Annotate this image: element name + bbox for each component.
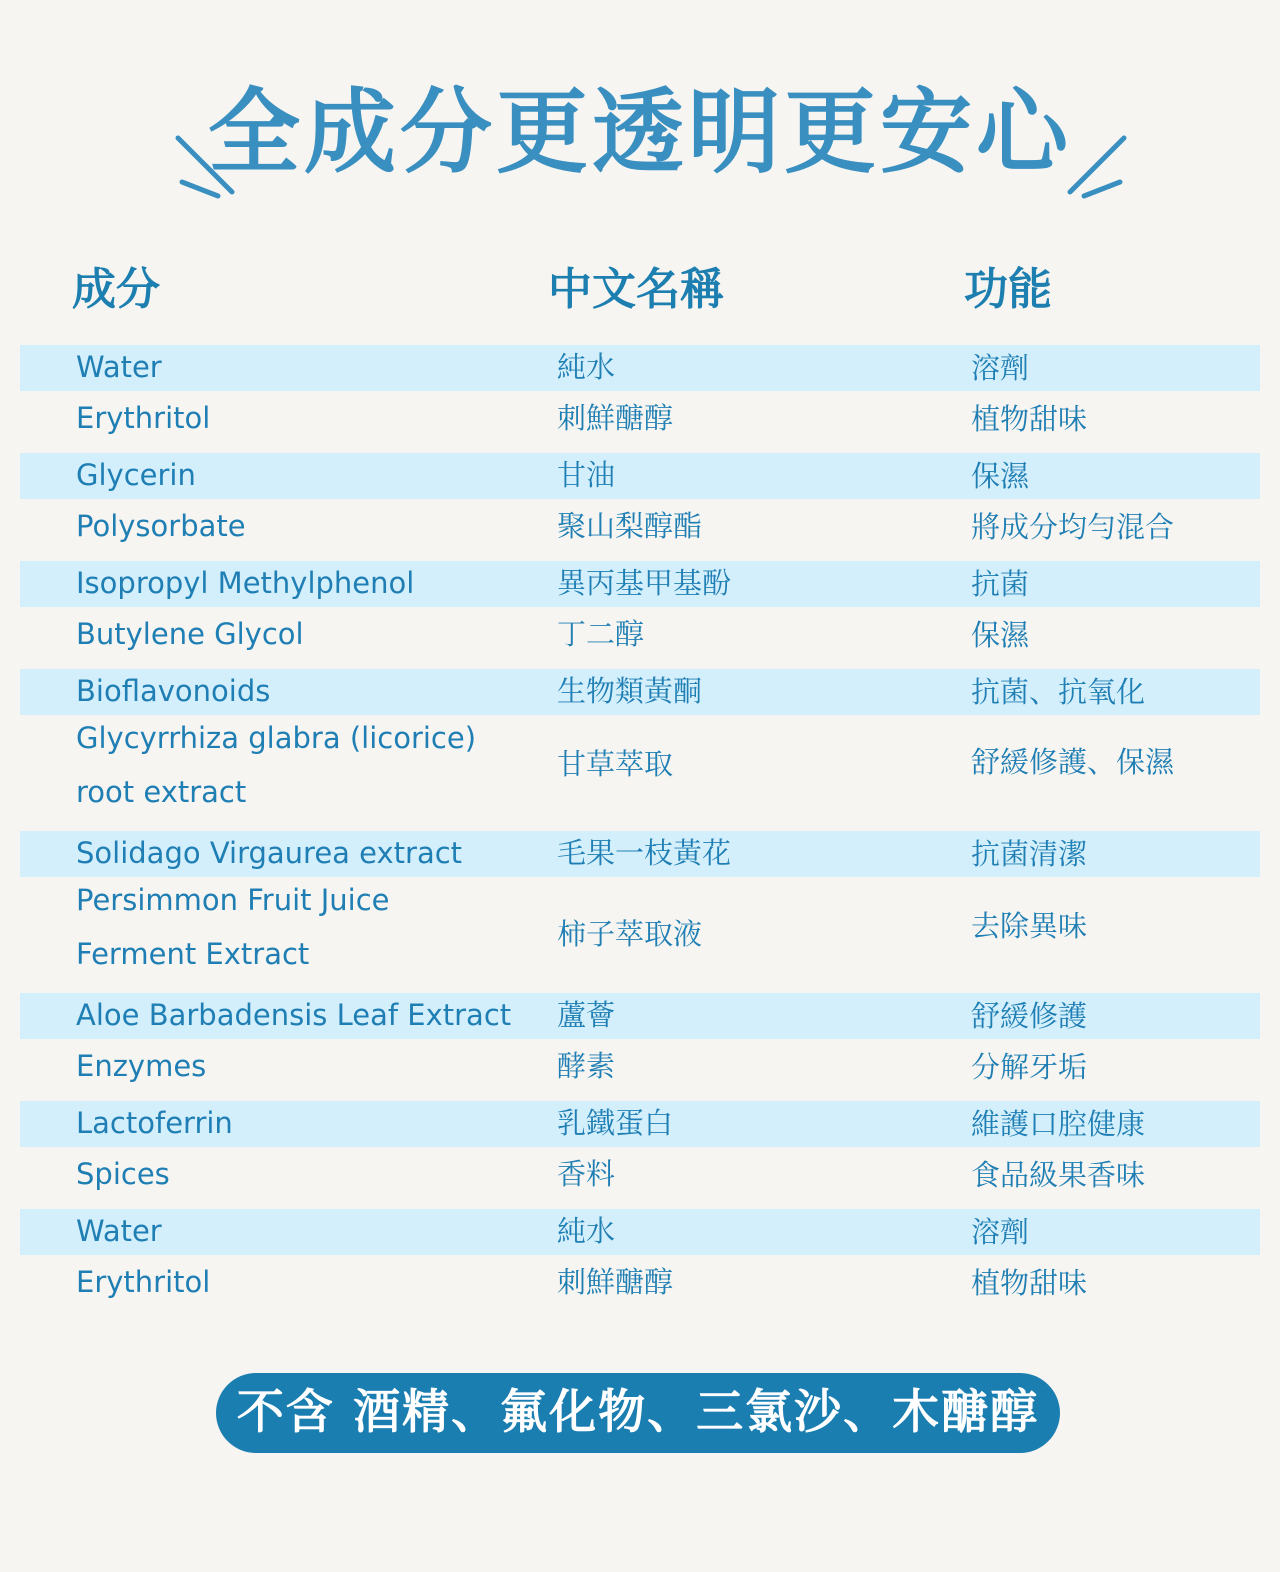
ingredient-en: Butylene Glycol [76,617,304,651]
ingredient-zh: 香料 [557,1157,616,1191]
ingredient-en: Isopropyl Methylphenol [76,566,415,600]
table-row [20,993,1260,1039]
table-row [20,1039,1260,1101]
ingredient-en: Polysorbate [76,509,246,543]
ingredient-function: 保濕 [971,459,1030,493]
ingredient-function: 食品級果香味 [971,1158,1146,1192]
table-header [0,258,1280,322]
table-row [20,669,1260,715]
ingredient-zh: 毛果一枝黃花 [557,836,732,870]
ingredient-zh: 柿子萃取液 [557,917,703,951]
free-from-banner: 不含 酒精、氟化物、三氯沙、木醣醇 [216,1373,1060,1453]
page-title: 全成分更透明更安心 [207,79,1072,186]
table-row [20,391,1260,453]
ingredient-zh: 聚山梨醇酯 [557,509,703,543]
ingredient-en: Lactoferrin [76,1106,233,1140]
ingredient-function: 抗菌 [971,567,1030,601]
table-row [20,453,1260,499]
ingredient-en: Aloe Barbadensis Leaf Extract [76,998,512,1032]
ingredient-function: 維護口腔健康 [971,1107,1146,1141]
ingredient-zh: 酵素 [557,1049,616,1083]
ingredient-zh: 丁二醇 [557,617,645,651]
header-chinese-name: 中文名稱 [548,264,724,315]
ingredient-en-line2: root extract [76,775,247,809]
ingredient-en: Enzymes [76,1049,207,1083]
ingredient-function: 植物甜味 [971,402,1088,436]
ingredient-function: 抗菌、抗氧化 [971,675,1146,709]
ingredient-zh: 異丙基甲基酚 [557,566,732,600]
title-area [0,70,1280,200]
ingredient-en: Glycyrrhiza glabra (licorice) [76,721,477,755]
ingredient-zh: 純水 [557,1214,616,1248]
ingredient-zh: 乳鐵蛋白 [557,1106,674,1140]
ingredient-function: 植物甜味 [971,1266,1088,1300]
ingredient-zh: 甘油 [557,458,616,492]
ingredient-function: 將成分均勻混合 [971,510,1175,544]
header-function: 功能 [964,264,1052,315]
ingredient-en: Erythritol [76,1265,211,1299]
ingredient-en-line2: Ferment Extract [76,937,310,971]
ingredient-zh: 甘草萃取 [557,747,674,781]
ingredient-function: 抗菌清潔 [971,837,1088,871]
table-row [20,1101,1260,1147]
ingredient-zh: 純水 [557,350,616,384]
ingredient-zh: 刺鮮醣醇 [557,1265,674,1299]
ingredient-function: 舒緩修護、保濕 [971,745,1175,779]
ingredient-function: 舒緩修護 [971,999,1088,1033]
ingredient-zh: 生物類黃酮 [557,674,703,708]
sparkle-right-icon [1064,70,1144,200]
ingredient-en: Water [76,350,162,384]
ingredient-en: Persimmon Fruit Juice [76,883,390,917]
ingredient-table [20,345,1260,1317]
ingredient-en: Glycerin [76,458,196,492]
table-row [20,561,1260,607]
table-row [20,1255,1260,1317]
table-row [20,499,1260,561]
table-row [20,715,1260,831]
ingredient-zh: 刺鮮醣醇 [557,401,674,435]
ingredient-function: 溶劑 [971,351,1030,385]
header-ingredient: 成分 [72,264,160,315]
table-row [20,831,1260,877]
ingredient-function: 去除異味 [971,909,1088,943]
ingredient-en: Spices [76,1157,170,1191]
ingredient-en: Water [76,1214,162,1248]
ingredient-en: Erythritol [76,401,211,435]
ingredient-zh: 蘆薈 [557,998,616,1032]
ingredient-en: Bioflavonoids [76,674,271,708]
table-row [20,345,1260,391]
ingredient-function: 溶劑 [971,1215,1030,1249]
ingredient-en: Solidago Virgaurea extract [76,836,463,870]
table-row [20,1209,1260,1255]
table-row [20,1147,1260,1209]
table-row [20,607,1260,669]
ingredient-function: 分解牙垢 [971,1050,1088,1084]
ingredient-function: 保濕 [971,618,1030,652]
table-row [20,877,1260,993]
